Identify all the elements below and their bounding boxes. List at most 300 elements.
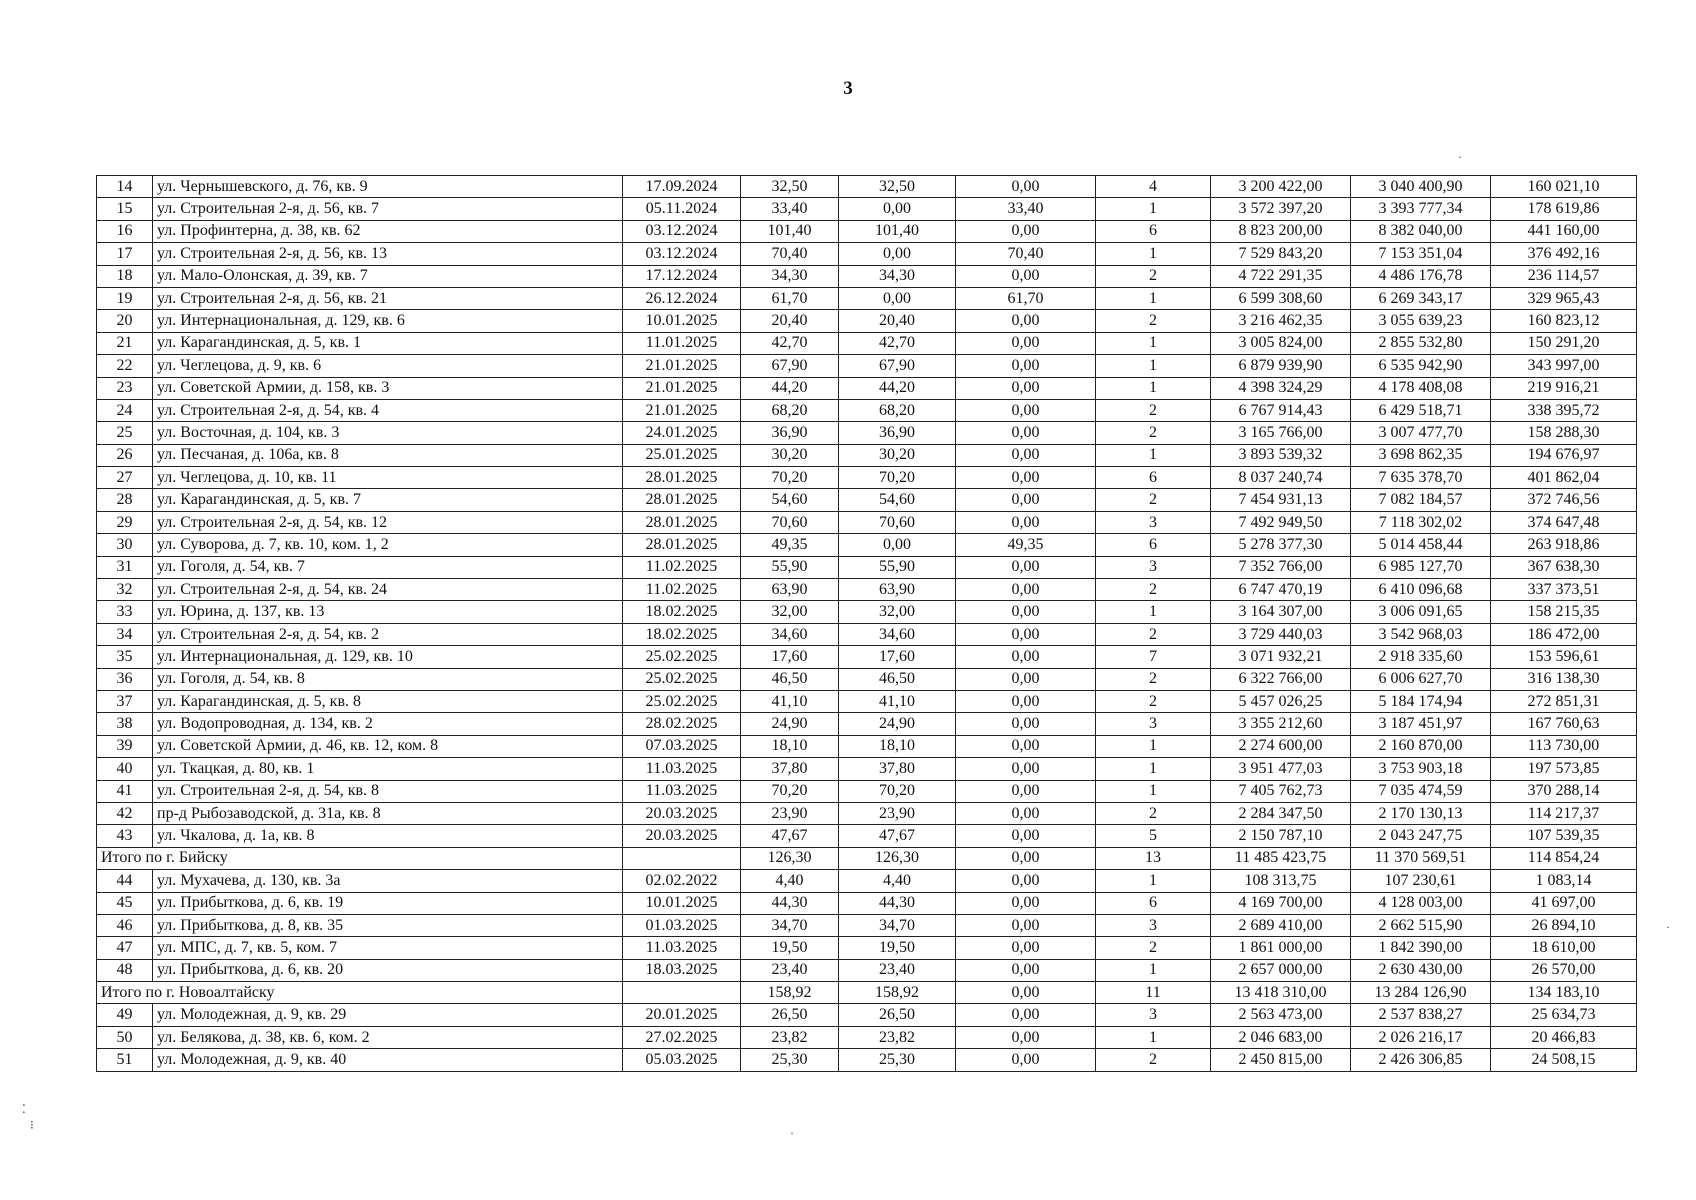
sum-part1-cell: 1 842 390,00 xyxy=(1351,937,1491,959)
persons-cell: 5 xyxy=(1096,825,1211,847)
area-part2-cell: 0,00 xyxy=(956,914,1096,936)
area-part2-cell: 0,00 xyxy=(956,355,1096,377)
area-part2-cell: 0,00 xyxy=(956,937,1096,959)
sum-part1-cell: 7 153 351,04 xyxy=(1351,243,1491,265)
area-total-cell: 37,80 xyxy=(741,758,839,780)
row-number-cell: 43 xyxy=(97,825,153,847)
scan-speck: · xyxy=(1666,920,1670,934)
table-row xyxy=(97,489,1637,511)
address-cell: ул. Восточная, д. 104, кв. 3 xyxy=(153,422,623,444)
date-cell: 20.01.2025 xyxy=(623,1004,741,1026)
sum-total-cell: 7 405 762,73 xyxy=(1211,780,1351,802)
area-total-cell: 44,20 xyxy=(741,377,839,399)
row-number-cell: 19 xyxy=(97,287,153,309)
address-cell: ул. Гоголя, д. 54, кв. 7 xyxy=(153,556,623,578)
area-part1-cell: 25,30 xyxy=(839,1049,956,1071)
area-part2-cell: 0,00 xyxy=(956,623,1096,645)
sum-part2-cell: 374 647,48 xyxy=(1491,511,1637,533)
sum-total-cell: 6 599 308,60 xyxy=(1211,287,1351,309)
sum-total-cell: 4 722 291,35 xyxy=(1211,265,1351,287)
area-part2-cell: 0,00 xyxy=(956,579,1096,601)
table-row xyxy=(97,668,1637,690)
persons-cell: 1 xyxy=(1096,332,1211,354)
sum-part2-cell: 158 288,30 xyxy=(1491,422,1637,444)
area-total-cell: 41,10 xyxy=(741,690,839,712)
date-cell: 24.01.2025 xyxy=(623,422,741,444)
row-number-cell: 33 xyxy=(97,601,153,623)
sum-total-cell: 3 200 422,00 xyxy=(1211,176,1351,198)
sum-part2-cell: 178 619,86 xyxy=(1491,198,1637,220)
persons-cell: 3 xyxy=(1096,713,1211,735)
address-cell: ул. Профинтерна, д. 38, кв. 62 xyxy=(153,220,623,242)
address-cell: ул. Юрина, д. 137, кв. 13 xyxy=(153,601,623,623)
date-cell: 25.02.2025 xyxy=(623,646,741,668)
subtotal-label: Итого по г. Новоалтайску xyxy=(97,982,623,1004)
row-number-cell: 22 xyxy=(97,355,153,377)
area-part2-cell: 0,00 xyxy=(956,780,1096,802)
table-row xyxy=(97,332,1637,354)
address-cell: ул. Мухачева, д. 130, кв. 3а xyxy=(153,870,623,892)
date-cell: 11.03.2025 xyxy=(623,758,741,780)
area-part2-cell: 0,00 xyxy=(956,959,1096,981)
area-part1-cell: 41,10 xyxy=(839,690,956,712)
area-part1-cell: 36,90 xyxy=(839,422,956,444)
persons-cell: 13 xyxy=(1096,847,1211,869)
area-part1-cell: 46,50 xyxy=(839,668,956,690)
address-cell: ул. Строительная 2-я, д. 54, кв. 24 xyxy=(153,579,623,601)
area-total-cell: 18,10 xyxy=(741,735,839,757)
area-part2-cell: 0,00 xyxy=(956,892,1096,914)
area-total-cell: 70,40 xyxy=(741,243,839,265)
table-row xyxy=(97,780,1637,802)
sum-part1-cell: 2 918 335,60 xyxy=(1351,646,1491,668)
area-total-cell: 25,30 xyxy=(741,1049,839,1071)
area-part2-cell: 0,00 xyxy=(956,399,1096,421)
area-part2-cell: 0,00 xyxy=(956,758,1096,780)
area-part1-cell: 47,67 xyxy=(839,825,956,847)
area-part2-cell: 0,00 xyxy=(956,176,1096,198)
area-total-cell: 34,60 xyxy=(741,623,839,645)
address-cell: ул. Чернышевского, д. 76, кв. 9 xyxy=(153,176,623,198)
address-cell: ул. Строительная 2-я, д. 54, кв. 12 xyxy=(153,511,623,533)
persons-cell: 1 xyxy=(1096,601,1211,623)
sum-part1-cell: 5 014 458,44 xyxy=(1351,534,1491,556)
sum-total-cell: 7 492 949,50 xyxy=(1211,511,1351,533)
area-part1-cell: 24,90 xyxy=(839,713,956,735)
sum-part1-cell: 3 006 091,65 xyxy=(1351,601,1491,623)
table-row xyxy=(97,467,1637,489)
sum-part2-cell: 150 291,20 xyxy=(1491,332,1637,354)
persons-cell: 1 xyxy=(1096,444,1211,466)
address-cell: ул. Чеглецова, д. 10, кв. 11 xyxy=(153,467,623,489)
sum-part1-cell: 2 043 247,75 xyxy=(1351,825,1491,847)
scan-speck: · xyxy=(1458,150,1462,164)
date-cell: 11.02.2025 xyxy=(623,579,741,601)
row-number-cell: 20 xyxy=(97,310,153,332)
sum-part2-cell: 186 472,00 xyxy=(1491,623,1637,645)
area-part2-cell: 0,00 xyxy=(956,332,1096,354)
sum-part1-cell: 2 537 838,27 xyxy=(1351,1004,1491,1026)
sum-part2-cell: 107 539,35 xyxy=(1491,825,1637,847)
sum-total-cell: 3 355 212,60 xyxy=(1211,713,1351,735)
area-total-cell: 42,70 xyxy=(741,332,839,354)
date-cell: 17.09.2024 xyxy=(623,176,741,198)
address-cell: пр-д Рыбозаводской, д. 31а, кв. 8 xyxy=(153,802,623,824)
area-part1-cell: 23,40 xyxy=(839,959,956,981)
date-cell: 18.03.2025 xyxy=(623,959,741,981)
area-total-cell: 23,90 xyxy=(741,802,839,824)
sum-part2-cell: 20 466,83 xyxy=(1491,1026,1637,1048)
address-cell: ул. Строительная 2-я, д. 56, кв. 7 xyxy=(153,198,623,220)
row-number-cell: 42 xyxy=(97,802,153,824)
table-row xyxy=(97,265,1637,287)
sum-part2-cell: 113 730,00 xyxy=(1491,735,1637,757)
date-cell: 03.12.2024 xyxy=(623,220,741,242)
area-part1-cell: 32,00 xyxy=(839,601,956,623)
date-cell: 17.12.2024 xyxy=(623,265,741,287)
sum-part2-cell: 401 862,04 xyxy=(1491,467,1637,489)
address-cell: ул. Интернациональная, д. 129, кв. 10 xyxy=(153,646,623,668)
sum-total-cell: 5 278 377,30 xyxy=(1211,534,1351,556)
date-cell: 28.01.2025 xyxy=(623,534,741,556)
address-cell: ул. Строительная 2-я, д. 56, кв. 21 xyxy=(153,287,623,309)
table-row xyxy=(97,579,1637,601)
area-part1-cell: 42,70 xyxy=(839,332,956,354)
area-part1-cell: 17,60 xyxy=(839,646,956,668)
address-cell: ул. Мало-Олонская, д. 39, кв. 7 xyxy=(153,265,623,287)
table-row xyxy=(97,243,1637,265)
area-part2-cell: 0,00 xyxy=(956,220,1096,242)
area-part2-cell: 0,00 xyxy=(956,467,1096,489)
table-row xyxy=(97,623,1637,645)
address-cell: ул. Прибыткова, д. 6, кв. 19 xyxy=(153,892,623,914)
table-body xyxy=(97,176,1637,1072)
area-part1-cell: 37,80 xyxy=(839,758,956,780)
sum-part2-cell: 160 021,10 xyxy=(1491,176,1637,198)
sum-part2-cell: 343 997,00 xyxy=(1491,355,1637,377)
sum-part2-cell: 114 217,37 xyxy=(1491,802,1637,824)
sum-part2-cell: 316 138,30 xyxy=(1491,668,1637,690)
date-cell: 20.03.2025 xyxy=(623,825,741,847)
persons-cell: 2 xyxy=(1096,310,1211,332)
table-row xyxy=(97,310,1637,332)
date-cell: 11.02.2025 xyxy=(623,556,741,578)
area-total-cell: 70,20 xyxy=(741,780,839,802)
area-part2-cell: 0,00 xyxy=(956,870,1096,892)
date-cell: 07.03.2025 xyxy=(623,735,741,757)
sum-part2-cell: 114 854,24 xyxy=(1491,847,1637,869)
table-row xyxy=(97,176,1637,198)
sum-total-cell: 2 450 815,00 xyxy=(1211,1049,1351,1071)
date-cell: 11.03.2025 xyxy=(623,937,741,959)
page-number: 3 xyxy=(843,78,853,99)
persons-cell: 2 xyxy=(1096,690,1211,712)
sum-part1-cell: 3 753 903,18 xyxy=(1351,758,1491,780)
sum-part2-cell: 18 610,00 xyxy=(1491,937,1637,959)
sum-part2-cell: 158 215,35 xyxy=(1491,601,1637,623)
sum-part1-cell: 2 026 216,17 xyxy=(1351,1026,1491,1048)
area-total-cell: 34,70 xyxy=(741,914,839,936)
sum-total-cell: 3 729 440,03 xyxy=(1211,623,1351,645)
area-total-cell: 19,50 xyxy=(741,937,839,959)
area-part2-cell: 0,00 xyxy=(956,377,1096,399)
row-number-cell: 36 xyxy=(97,668,153,690)
sum-part2-cell: 338 395,72 xyxy=(1491,399,1637,421)
date-cell xyxy=(623,982,741,1004)
sum-part1-cell: 7 118 302,02 xyxy=(1351,511,1491,533)
area-total-cell: 32,00 xyxy=(741,601,839,623)
sum-part1-cell: 6 429 518,71 xyxy=(1351,399,1491,421)
row-number-cell: 18 xyxy=(97,265,153,287)
sum-part1-cell: 3 040 400,90 xyxy=(1351,176,1491,198)
row-number-cell: 45 xyxy=(97,892,153,914)
subtotal-label: Итого по г. Бийску xyxy=(97,847,623,869)
sum-total-cell: 108 313,75 xyxy=(1211,870,1351,892)
area-part2-cell: 0,00 xyxy=(956,982,1096,1004)
persons-cell: 2 xyxy=(1096,937,1211,959)
sum-total-cell: 3 893 539,32 xyxy=(1211,444,1351,466)
area-total-cell: 68,20 xyxy=(741,399,839,421)
sum-part1-cell: 6 535 942,90 xyxy=(1351,355,1491,377)
sum-part2-cell: 219 916,21 xyxy=(1491,377,1637,399)
area-part2-cell: 70,40 xyxy=(956,243,1096,265)
area-total-cell: 49,35 xyxy=(741,534,839,556)
area-part1-cell: 70,20 xyxy=(839,467,956,489)
address-cell: ул. Строительная 2-я, д. 54, кв. 4 xyxy=(153,399,623,421)
row-number-cell: 35 xyxy=(97,646,153,668)
area-total-cell: 46,50 xyxy=(741,668,839,690)
area-part2-cell: 61,70 xyxy=(956,287,1096,309)
area-part2-cell: 0,00 xyxy=(956,825,1096,847)
date-cell: 28.01.2025 xyxy=(623,489,741,511)
table-row xyxy=(97,959,1637,981)
sum-part2-cell: 372 746,56 xyxy=(1491,489,1637,511)
row-number-cell: 51 xyxy=(97,1049,153,1071)
area-part1-cell: 0,00 xyxy=(839,243,956,265)
sum-total-cell: 2 150 787,10 xyxy=(1211,825,1351,847)
sum-part2-cell: 1 083,14 xyxy=(1491,870,1637,892)
sum-total-cell: 3 164 307,00 xyxy=(1211,601,1351,623)
area-part1-cell: 54,60 xyxy=(839,489,956,511)
area-part2-cell: 0,00 xyxy=(956,690,1096,712)
persons-cell: 11 xyxy=(1096,982,1211,1004)
sum-part1-cell: 2 855 532,80 xyxy=(1351,332,1491,354)
persons-cell: 1 xyxy=(1096,287,1211,309)
table-row xyxy=(97,825,1637,847)
sum-total-cell: 3 216 462,35 xyxy=(1211,310,1351,332)
sum-part1-cell: 3 698 862,35 xyxy=(1351,444,1491,466)
row-number-cell: 37 xyxy=(97,690,153,712)
table-row xyxy=(97,1004,1637,1026)
sum-part2-cell: 197 573,85 xyxy=(1491,758,1637,780)
persons-cell: 6 xyxy=(1096,220,1211,242)
area-total-cell: 44,30 xyxy=(741,892,839,914)
area-part1-cell: 34,60 xyxy=(839,623,956,645)
sum-part2-cell: 167 760,63 xyxy=(1491,713,1637,735)
sum-part1-cell: 3 007 477,70 xyxy=(1351,422,1491,444)
persons-cell: 4 xyxy=(1096,176,1211,198)
address-cell: ул. Молодежная, д. 9, кв. 40 xyxy=(153,1049,623,1071)
date-cell: 27.02.2025 xyxy=(623,1026,741,1048)
area-part1-cell: 70,20 xyxy=(839,780,956,802)
area-part1-cell: 44,30 xyxy=(839,892,956,914)
sum-part1-cell: 13 284 126,90 xyxy=(1351,982,1491,1004)
date-cell: 28.01.2025 xyxy=(623,467,741,489)
table-row xyxy=(97,355,1637,377)
area-part2-cell: 0,00 xyxy=(956,802,1096,824)
persons-cell: 2 xyxy=(1096,489,1211,511)
area-part1-cell: 55,90 xyxy=(839,556,956,578)
subtotal-row xyxy=(97,982,1637,1004)
row-number-cell: 16 xyxy=(97,220,153,242)
persons-cell: 1 xyxy=(1096,959,1211,981)
area-part2-cell: 0,00 xyxy=(956,422,1096,444)
area-part1-cell: 0,00 xyxy=(839,534,956,556)
sum-total-cell: 4 398 324,29 xyxy=(1211,377,1351,399)
persons-cell: 1 xyxy=(1096,243,1211,265)
area-total-cell: 33,40 xyxy=(741,198,839,220)
sum-part1-cell: 8 382 040,00 xyxy=(1351,220,1491,242)
sum-total-cell: 6 322 766,00 xyxy=(1211,668,1351,690)
persons-cell: 6 xyxy=(1096,892,1211,914)
address-cell: ул. МПС, д. 7, кв. 5, ком. 7 xyxy=(153,937,623,959)
area-part2-cell: 33,40 xyxy=(956,198,1096,220)
date-cell: 05.03.2025 xyxy=(623,1049,741,1071)
area-part1-cell: 20,40 xyxy=(839,310,956,332)
date-cell: 05.11.2024 xyxy=(623,198,741,220)
sum-part2-cell: 134 183,10 xyxy=(1491,982,1637,1004)
area-total-cell: 67,90 xyxy=(741,355,839,377)
row-number-cell: 50 xyxy=(97,1026,153,1048)
persons-cell: 2 xyxy=(1096,802,1211,824)
date-cell: 03.12.2024 xyxy=(623,243,741,265)
sum-part1-cell: 3 542 968,03 xyxy=(1351,623,1491,645)
sum-part2-cell: 24 508,15 xyxy=(1491,1049,1637,1071)
row-number-cell: 46 xyxy=(97,914,153,936)
persons-cell: 6 xyxy=(1096,467,1211,489)
persons-cell: 2 xyxy=(1096,422,1211,444)
sum-part2-cell: 337 373,51 xyxy=(1491,579,1637,601)
sum-part2-cell: 26 570,00 xyxy=(1491,959,1637,981)
sum-part2-cell: 329 965,43 xyxy=(1491,287,1637,309)
sum-part1-cell: 11 370 569,51 xyxy=(1351,847,1491,869)
date-cell: 25.01.2025 xyxy=(623,444,741,466)
area-total-cell: 17,60 xyxy=(741,646,839,668)
sum-total-cell: 2 563 473,00 xyxy=(1211,1004,1351,1026)
area-total-cell: 24,90 xyxy=(741,713,839,735)
area-total-cell: 34,30 xyxy=(741,265,839,287)
address-cell: ул. Молодежная, д. 9, кв. 29 xyxy=(153,1004,623,1026)
date-cell: 25.02.2025 xyxy=(623,668,741,690)
row-number-cell: 31 xyxy=(97,556,153,578)
sum-part1-cell: 4 486 176,78 xyxy=(1351,265,1491,287)
area-total-cell: 23,82 xyxy=(741,1026,839,1048)
sum-part1-cell: 6 985 127,70 xyxy=(1351,556,1491,578)
row-number-cell: 15 xyxy=(97,198,153,220)
date-cell: 21.01.2025 xyxy=(623,355,741,377)
date-cell: 10.01.2025 xyxy=(623,892,741,914)
sum-part2-cell: 194 676,97 xyxy=(1491,444,1637,466)
row-number-cell: 48 xyxy=(97,959,153,981)
sum-part2-cell: 41 697,00 xyxy=(1491,892,1637,914)
sum-total-cell: 2 274 600,00 xyxy=(1211,735,1351,757)
area-part1-cell: 30,20 xyxy=(839,444,956,466)
sum-part1-cell: 3 055 639,23 xyxy=(1351,310,1491,332)
area-part2-cell: 0,00 xyxy=(956,489,1096,511)
row-number-cell: 23 xyxy=(97,377,153,399)
table-row xyxy=(97,422,1637,444)
row-number-cell: 32 xyxy=(97,579,153,601)
area-total-cell: 4,40 xyxy=(741,870,839,892)
sum-total-cell: 3 165 766,00 xyxy=(1211,422,1351,444)
area-part2-cell: 0,00 xyxy=(956,668,1096,690)
date-cell: 20.03.2025 xyxy=(623,802,741,824)
subtotal-row xyxy=(97,847,1637,869)
row-number-cell: 47 xyxy=(97,937,153,959)
table-row xyxy=(97,601,1637,623)
area-total-cell: 54,60 xyxy=(741,489,839,511)
area-part1-cell: 18,10 xyxy=(839,735,956,757)
scan-speck: ⁚ xyxy=(22,1102,26,1116)
sum-total-cell: 7 352 766,00 xyxy=(1211,556,1351,578)
area-part2-cell: 0,00 xyxy=(956,735,1096,757)
address-cell: ул. Советской Армии, д. 46, кв. 12, ком. 8 xyxy=(153,735,623,757)
area-total-cell: 26,50 xyxy=(741,1004,839,1026)
table-row xyxy=(97,646,1637,668)
sum-part2-cell: 25 634,73 xyxy=(1491,1004,1637,1026)
date-cell: 28.02.2025 xyxy=(623,713,741,735)
row-number-cell: 44 xyxy=(97,870,153,892)
persons-cell: 2 xyxy=(1096,1049,1211,1071)
row-number-cell: 29 xyxy=(97,511,153,533)
area-part1-cell: 23,82 xyxy=(839,1026,956,1048)
persons-cell: 7 xyxy=(1096,646,1211,668)
sum-total-cell: 2 689 410,00 xyxy=(1211,914,1351,936)
area-part2-cell: 0,00 xyxy=(956,1004,1096,1026)
address-cell: ул. Советской Армии, д. 158, кв. 3 xyxy=(153,377,623,399)
date-cell: 11.01.2025 xyxy=(623,332,741,354)
table-row xyxy=(97,556,1637,578)
table-row xyxy=(97,1049,1637,1071)
area-part1-cell: 23,90 xyxy=(839,802,956,824)
persons-cell: 1 xyxy=(1096,758,1211,780)
housing-table xyxy=(96,175,1637,1072)
sum-total-cell: 5 457 026,25 xyxy=(1211,690,1351,712)
sum-total-cell: 3 951 477,03 xyxy=(1211,758,1351,780)
table-row xyxy=(97,870,1637,892)
table-row xyxy=(97,713,1637,735)
area-part1-cell: 32,50 xyxy=(839,176,956,198)
area-total-cell: 158,92 xyxy=(741,982,839,1004)
sum-total-cell: 3 005 824,00 xyxy=(1211,332,1351,354)
sum-part1-cell: 2 426 306,85 xyxy=(1351,1049,1491,1071)
area-total-cell: 61,70 xyxy=(741,287,839,309)
persons-cell: 1 xyxy=(1096,735,1211,757)
area-part1-cell: 126,30 xyxy=(839,847,956,869)
area-total-cell: 23,40 xyxy=(741,959,839,981)
table-row xyxy=(97,399,1637,421)
date-cell: 21.01.2025 xyxy=(623,399,741,421)
date-cell xyxy=(623,847,741,869)
address-cell: ул. Гоголя, д. 54, кв. 8 xyxy=(153,668,623,690)
date-cell: 28.01.2025 xyxy=(623,511,741,533)
area-part2-cell: 0,00 xyxy=(956,646,1096,668)
sum-part1-cell: 2 170 130,13 xyxy=(1351,802,1491,824)
sum-total-cell: 13 418 310,00 xyxy=(1211,982,1351,1004)
scan-speck: · xyxy=(790,1126,794,1140)
persons-cell: 1 xyxy=(1096,198,1211,220)
row-number-cell: 41 xyxy=(97,780,153,802)
